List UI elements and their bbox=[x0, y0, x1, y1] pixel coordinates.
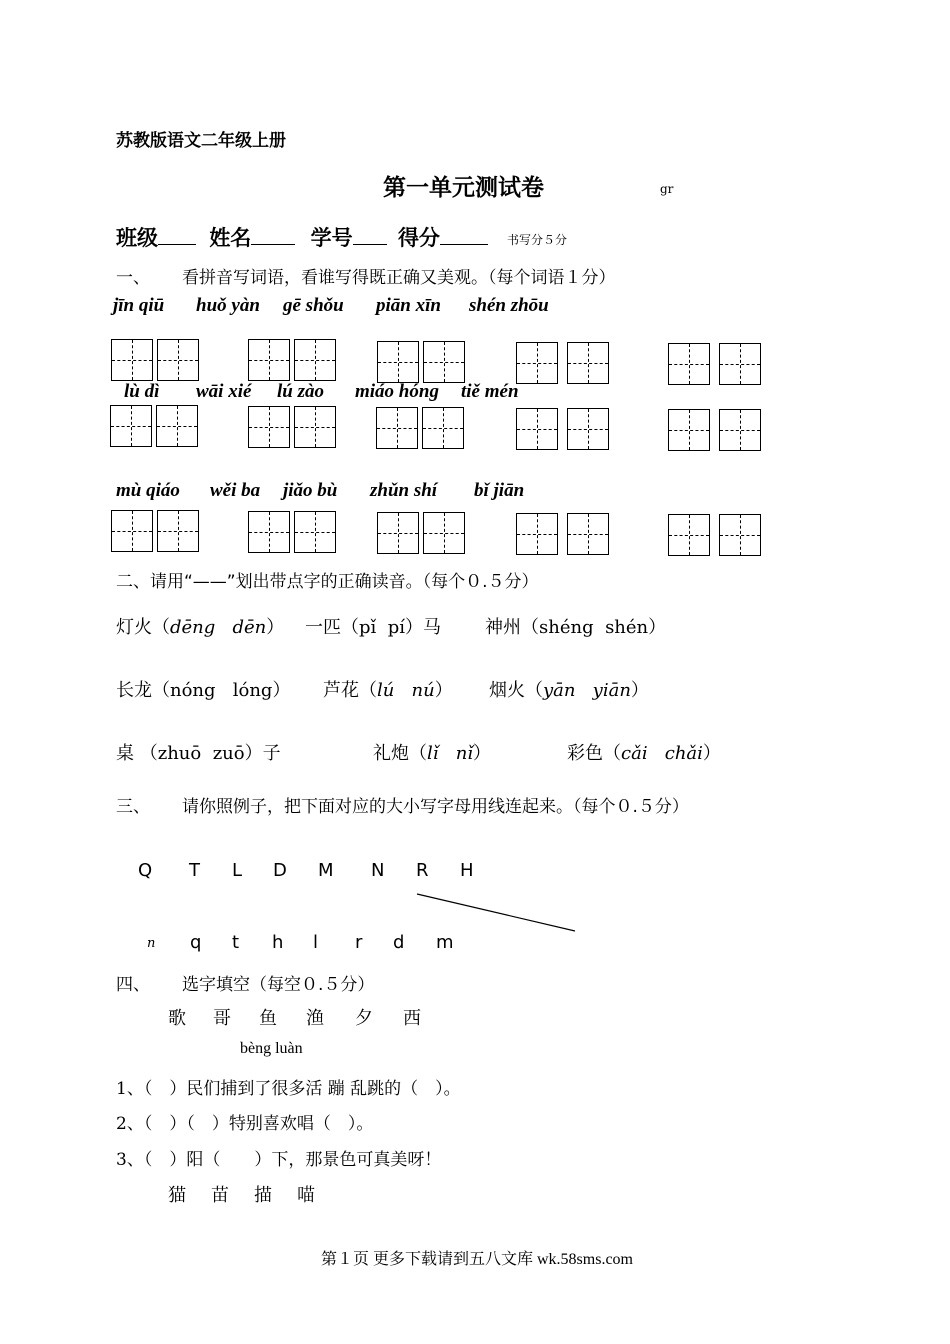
pinyin-1-2: huǒ yàn bbox=[196, 295, 260, 316]
page-title: 第一单元测试卷 bbox=[383, 175, 544, 201]
pinyin-2-3: lú zào bbox=[277, 381, 324, 402]
reading-item-1: 灯火（dēng dēn） bbox=[116, 617, 285, 638]
reading-item-5: 芦花（lú nú） bbox=[323, 680, 453, 701]
handwriting-note: 书写分５分 bbox=[507, 233, 568, 247]
pinyin-1-4: piān xīn bbox=[376, 295, 441, 316]
pinyin-2-1: lù dì bbox=[124, 381, 160, 402]
upper-letter[interactable]: L bbox=[232, 860, 243, 881]
reading-item-4: 长龙（nóng lóng） bbox=[116, 680, 291, 701]
stray-mark: gr bbox=[660, 182, 674, 196]
choice-char: 西 bbox=[403, 1008, 421, 1029]
question-3: 3、（ ）阳（ ）下，那景色可真美呀！ bbox=[116, 1150, 442, 1170]
pinyin-1-3: gē shǒu bbox=[283, 295, 344, 316]
lower-letter[interactable]: h bbox=[272, 932, 284, 953]
pinyin-2-2: wāi xié bbox=[196, 381, 252, 402]
question-2: 2、（ ）（ ）特别喜欢唱（ ）。 bbox=[116, 1114, 374, 1134]
choice-char: 渔 bbox=[306, 1008, 324, 1029]
pinyin-2-5: tiě mén bbox=[461, 381, 519, 402]
pinyin-3-1: mù qiáo bbox=[116, 480, 180, 501]
pinyin-1-1: jīn qiū bbox=[113, 295, 165, 316]
lower-letter[interactable]: r bbox=[355, 932, 363, 953]
section3-number: 三、 bbox=[116, 797, 150, 817]
upper-letter[interactable]: Q bbox=[138, 860, 153, 881]
reading-item-7: 桌 （zhuō zuō）子 bbox=[116, 743, 281, 764]
upper-letter[interactable]: H bbox=[460, 860, 474, 881]
section3-instruction: 请你照例子，把下面对应的大小写字母用线连起来。（每个０.５分） bbox=[182, 797, 689, 817]
lower-letter[interactable]: d bbox=[393, 932, 405, 953]
choice-char: 喵 bbox=[297, 1185, 315, 1206]
pinyin-3-3: jiǎo bù bbox=[283, 480, 338, 501]
upper-letter[interactable]: R bbox=[416, 860, 429, 881]
upper-letter[interactable]: M bbox=[318, 860, 334, 881]
upper-letter[interactable]: D bbox=[273, 860, 287, 881]
choice-char: 鱼 bbox=[259, 1008, 277, 1029]
reading-item-9: 彩色（cǎi chǎi） bbox=[567, 743, 721, 764]
pinyin-2-4: miáo hóng bbox=[355, 381, 439, 402]
reading-item-3: 神州（shéng shén） bbox=[485, 617, 667, 638]
subtitle: 苏教版语文二年级上册 bbox=[116, 131, 286, 151]
choice-char: 苗 bbox=[211, 1185, 229, 1206]
upper-letter[interactable]: N bbox=[371, 860, 385, 881]
lower-letter[interactable]: t bbox=[232, 932, 240, 953]
reading-item-6: 烟火（yān yiān） bbox=[489, 680, 649, 701]
lower-letter[interactable]: q bbox=[190, 932, 202, 953]
choice-char: 描 bbox=[254, 1185, 272, 1206]
section4-instruction: 选字填空（每空０.５分） bbox=[182, 975, 375, 995]
lower-letter[interactable]: m bbox=[436, 932, 454, 953]
pinyin-3-2: wěi ba bbox=[210, 480, 261, 501]
section2-instruction: 二、请用“——”划出带点字的正确读音。（每个０.５分） bbox=[116, 572, 539, 592]
choice-char: 歌 bbox=[168, 1008, 186, 1029]
name-label: 姓名 bbox=[209, 226, 252, 250]
reading-item-8: 礼炮（lǐ nǐ） bbox=[373, 743, 492, 764]
pinyin-3-5: bǐ jiān bbox=[474, 480, 525, 501]
reading-item-2: 一匹（pǐ pí）马 bbox=[305, 617, 442, 638]
choice-char: 哥 bbox=[213, 1008, 231, 1029]
choice-char: 猫 bbox=[168, 1185, 186, 1206]
upper-letter[interactable]: T bbox=[189, 860, 200, 881]
section1-instruction: 看拼音写词语，看谁写得既正确又美观。（每个词语１分） bbox=[182, 268, 616, 288]
score-label: 得分 bbox=[397, 226, 440, 250]
pinyin-1-5: shén zhōu bbox=[469, 295, 549, 316]
choice-char: 夕 bbox=[355, 1008, 373, 1029]
lower-letter[interactable]: l bbox=[313, 932, 319, 953]
pinyin-hint: bèng luàn bbox=[240, 1040, 303, 1057]
section1-number: 一、 bbox=[116, 268, 150, 288]
question-1: 1、（ ）民们捕到了很多活 蹦 乱跳的（ ）。 bbox=[116, 1079, 461, 1099]
section4-number: 四、 bbox=[116, 975, 150, 995]
pinyin-3-4: zhǔn shí bbox=[370, 480, 438, 501]
class-label: 班级 bbox=[116, 226, 158, 250]
page-footer: 第１页 更多下载请到五八文库 wk.58sms.com bbox=[321, 1251, 634, 1268]
lower-letter[interactable]: n bbox=[147, 936, 156, 951]
number-label: 学号 bbox=[310, 226, 353, 250]
